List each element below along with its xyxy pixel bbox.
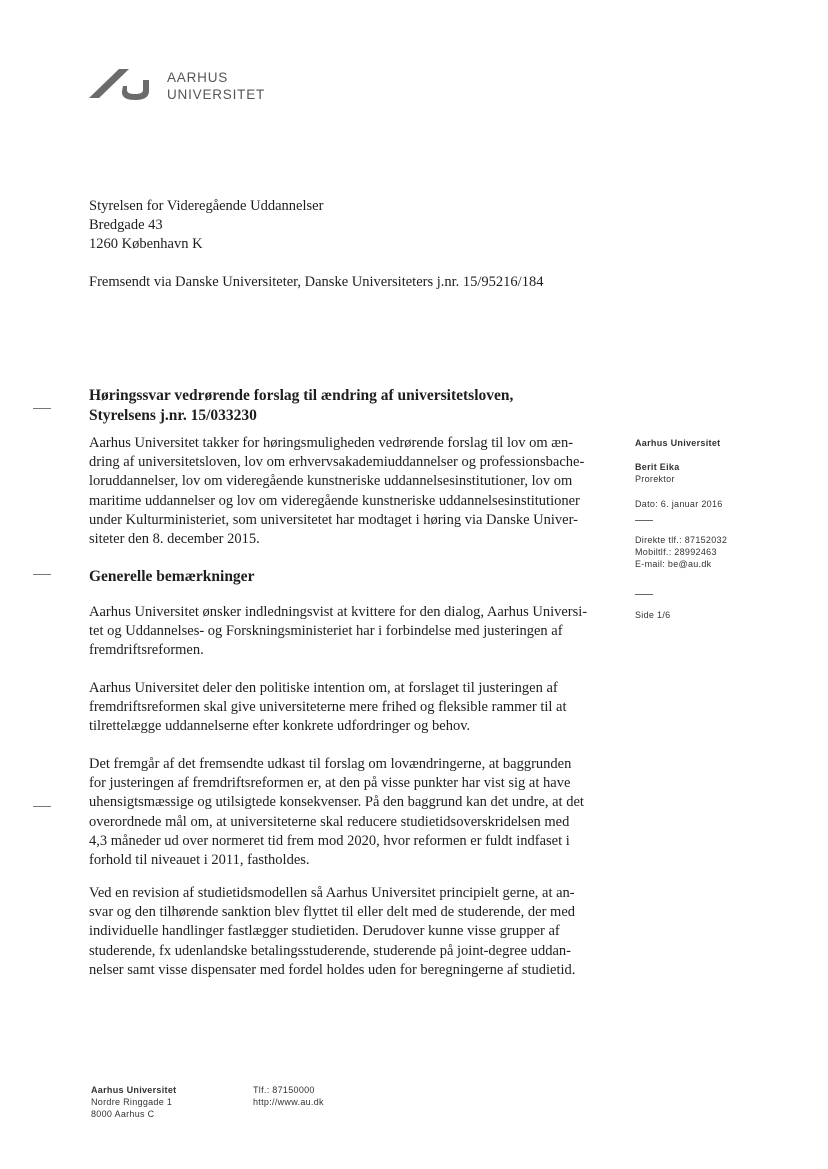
- contact-email: E-mail: be@au.dk: [635, 559, 712, 569]
- footer-city: 8000 Aarhus C: [91, 1109, 155, 1119]
- contact-mobile: Mobiltlf.: 28992463: [635, 547, 717, 557]
- recipient-address: [89, 197, 323, 254]
- text-line: fremdriftsreformen.: [89, 642, 204, 659]
- sidebar-page: [635, 609, 795, 621]
- footer-phone: Tlf.: 87150000: [253, 1085, 315, 1095]
- text-line: overordnede mål om, at universiteterne skal reducere studietidsoverskridelsen med: [89, 813, 570, 830]
- footer-address: [91, 1084, 176, 1120]
- letter-title-line: Høringssvar vedrørende forslag til ændring af universitetsloven,: [89, 387, 514, 404]
- section-heading: Generelle bemærkninger: [89, 568, 255, 585]
- paragraph-3: [89, 755, 624, 870]
- text-line: under Kulturministeriet, som universitetet har modtaget i høring via Danske Univer-: [89, 511, 578, 528]
- paragraph-2: [89, 679, 624, 737]
- text-line: studerende, fx udenlandske betalingsstuderende, studerende på joint-degree uddan-: [89, 942, 571, 959]
- paragraph-1: [89, 603, 624, 661]
- margin-fold-mark: [33, 806, 51, 807]
- text-line: dring af universitetsloven, lov om erhvervsakademiuddannelser og professionsbache-: [89, 454, 585, 471]
- margin-fold-mark: [33, 408, 51, 409]
- sidebar-sender: [635, 461, 795, 485]
- text-line: maritime uddannelser og lov om videregående kunstneriske uddannelsesinstitutioner: [89, 492, 580, 509]
- sidebar-org: [635, 437, 795, 449]
- letter-title-line: Styrelsens j.nr. 15/033230: [89, 407, 257, 424]
- page-number: Side 1/6: [635, 610, 671, 620]
- text-line: forhold til niveauet i 2011, fastholdes.: [89, 852, 310, 869]
- text-line: Aarhus Universitet takker for høringsmuligheden vedrørende forslag til lov om æn-: [89, 435, 574, 451]
- text-line: individuelle handlinger fastlægger studietiden. Derudover kunne visse grupper af: [89, 923, 560, 940]
- sidebar-date: [635, 498, 795, 510]
- text-line: Ved en revision af studietidsmodellen så Aarhus Universitet principielt gerne, at an-: [89, 885, 575, 901]
- text-line: Aarhus Universitet ønsker indledningsvist at kvittere for den dialog, Aarhus Universi-: [89, 604, 588, 620]
- letter-title: [89, 386, 609, 426]
- sidebar-divider: [635, 520, 653, 521]
- text-line: loruddannelser, lov om videregående kunstneriske uddannelsesinstitutioner, lov om: [89, 473, 573, 490]
- text-line: uhensigtsmæssige og utilsigtede konsekvenser. På den baggrund kan det undre, at det: [89, 794, 584, 811]
- sender-name: Berit Eika: [635, 462, 680, 472]
- footer-org: Aarhus Universitet: [91, 1085, 177, 1095]
- university-logo: [89, 66, 269, 106]
- contact-phone: Direkte tlf.: 87152032: [635, 535, 728, 545]
- footer-contact: [253, 1084, 324, 1108]
- text-line: for justeringen af fremdriftsreformen er, at den på visse punkter har vist sig at have: [89, 775, 571, 792]
- text-line: siteter den 8. december 2015.: [89, 531, 260, 548]
- text-line: fremdriftsreformen skal give universiteterne mere frihed og fleksible rammer til at: [89, 699, 567, 716]
- sidebar-contact: [635, 534, 795, 570]
- sender-role: Prorektor: [635, 474, 675, 484]
- margin-fold-mark: [33, 574, 51, 575]
- footer-street: Nordre Ringgade 1: [91, 1097, 173, 1107]
- intro-paragraph: [89, 434, 624, 549]
- text-line: 4,3 måneder ud over normeret tid frem mod 2020, hvor reformen er fuldt indfaset i: [89, 832, 570, 849]
- text-line: Det fremgår af det fremsendte udkast til forslag om lovændringerne, at baggrunden: [89, 756, 572, 772]
- sidebar-divider: [635, 594, 653, 595]
- text-line: nelser samt visse dispensater med fordel holdes uden for beregningerne af studietid.: [89, 961, 576, 978]
- text-line: tilrettelægge uddannelserne efter konkrete udfordringer og behov.: [89, 718, 471, 735]
- text-line: tet og Uddannelses- og Forskningsministeriet har i forbindelse med justeringen af: [89, 623, 563, 640]
- au-logo-mark-icon: [89, 66, 159, 106]
- footer-website: http://www.au.dk: [253, 1097, 324, 1107]
- letter-date: Dato: 6. januar 2016: [635, 499, 723, 509]
- sidebar-org-name: Aarhus Universitet: [635, 438, 721, 448]
- paragraph-4: [89, 884, 624, 980]
- logo-text-line1: AARHUS: [167, 70, 229, 85]
- logo-text-line2: UNIVERSITET: [167, 87, 266, 102]
- recipient-line: Bredgade 43: [89, 217, 163, 233]
- text-line: Aarhus Universitet deler den politiske intention om, at forslaget til justeringen af: [89, 680, 558, 696]
- recipient-line: Styrelsen for Videregående Uddannelser: [89, 198, 324, 214]
- text-line: svar og den tilhørende sanktion blev flyttet til eller delt med de studerende, der med: [89, 904, 576, 921]
- forwarded-note: Fremsendt via Danske Universiteter, Danske Universiteters j.nr. 15/95216/184: [89, 274, 544, 290]
- recipient-line: 1260 København K: [89, 236, 203, 252]
